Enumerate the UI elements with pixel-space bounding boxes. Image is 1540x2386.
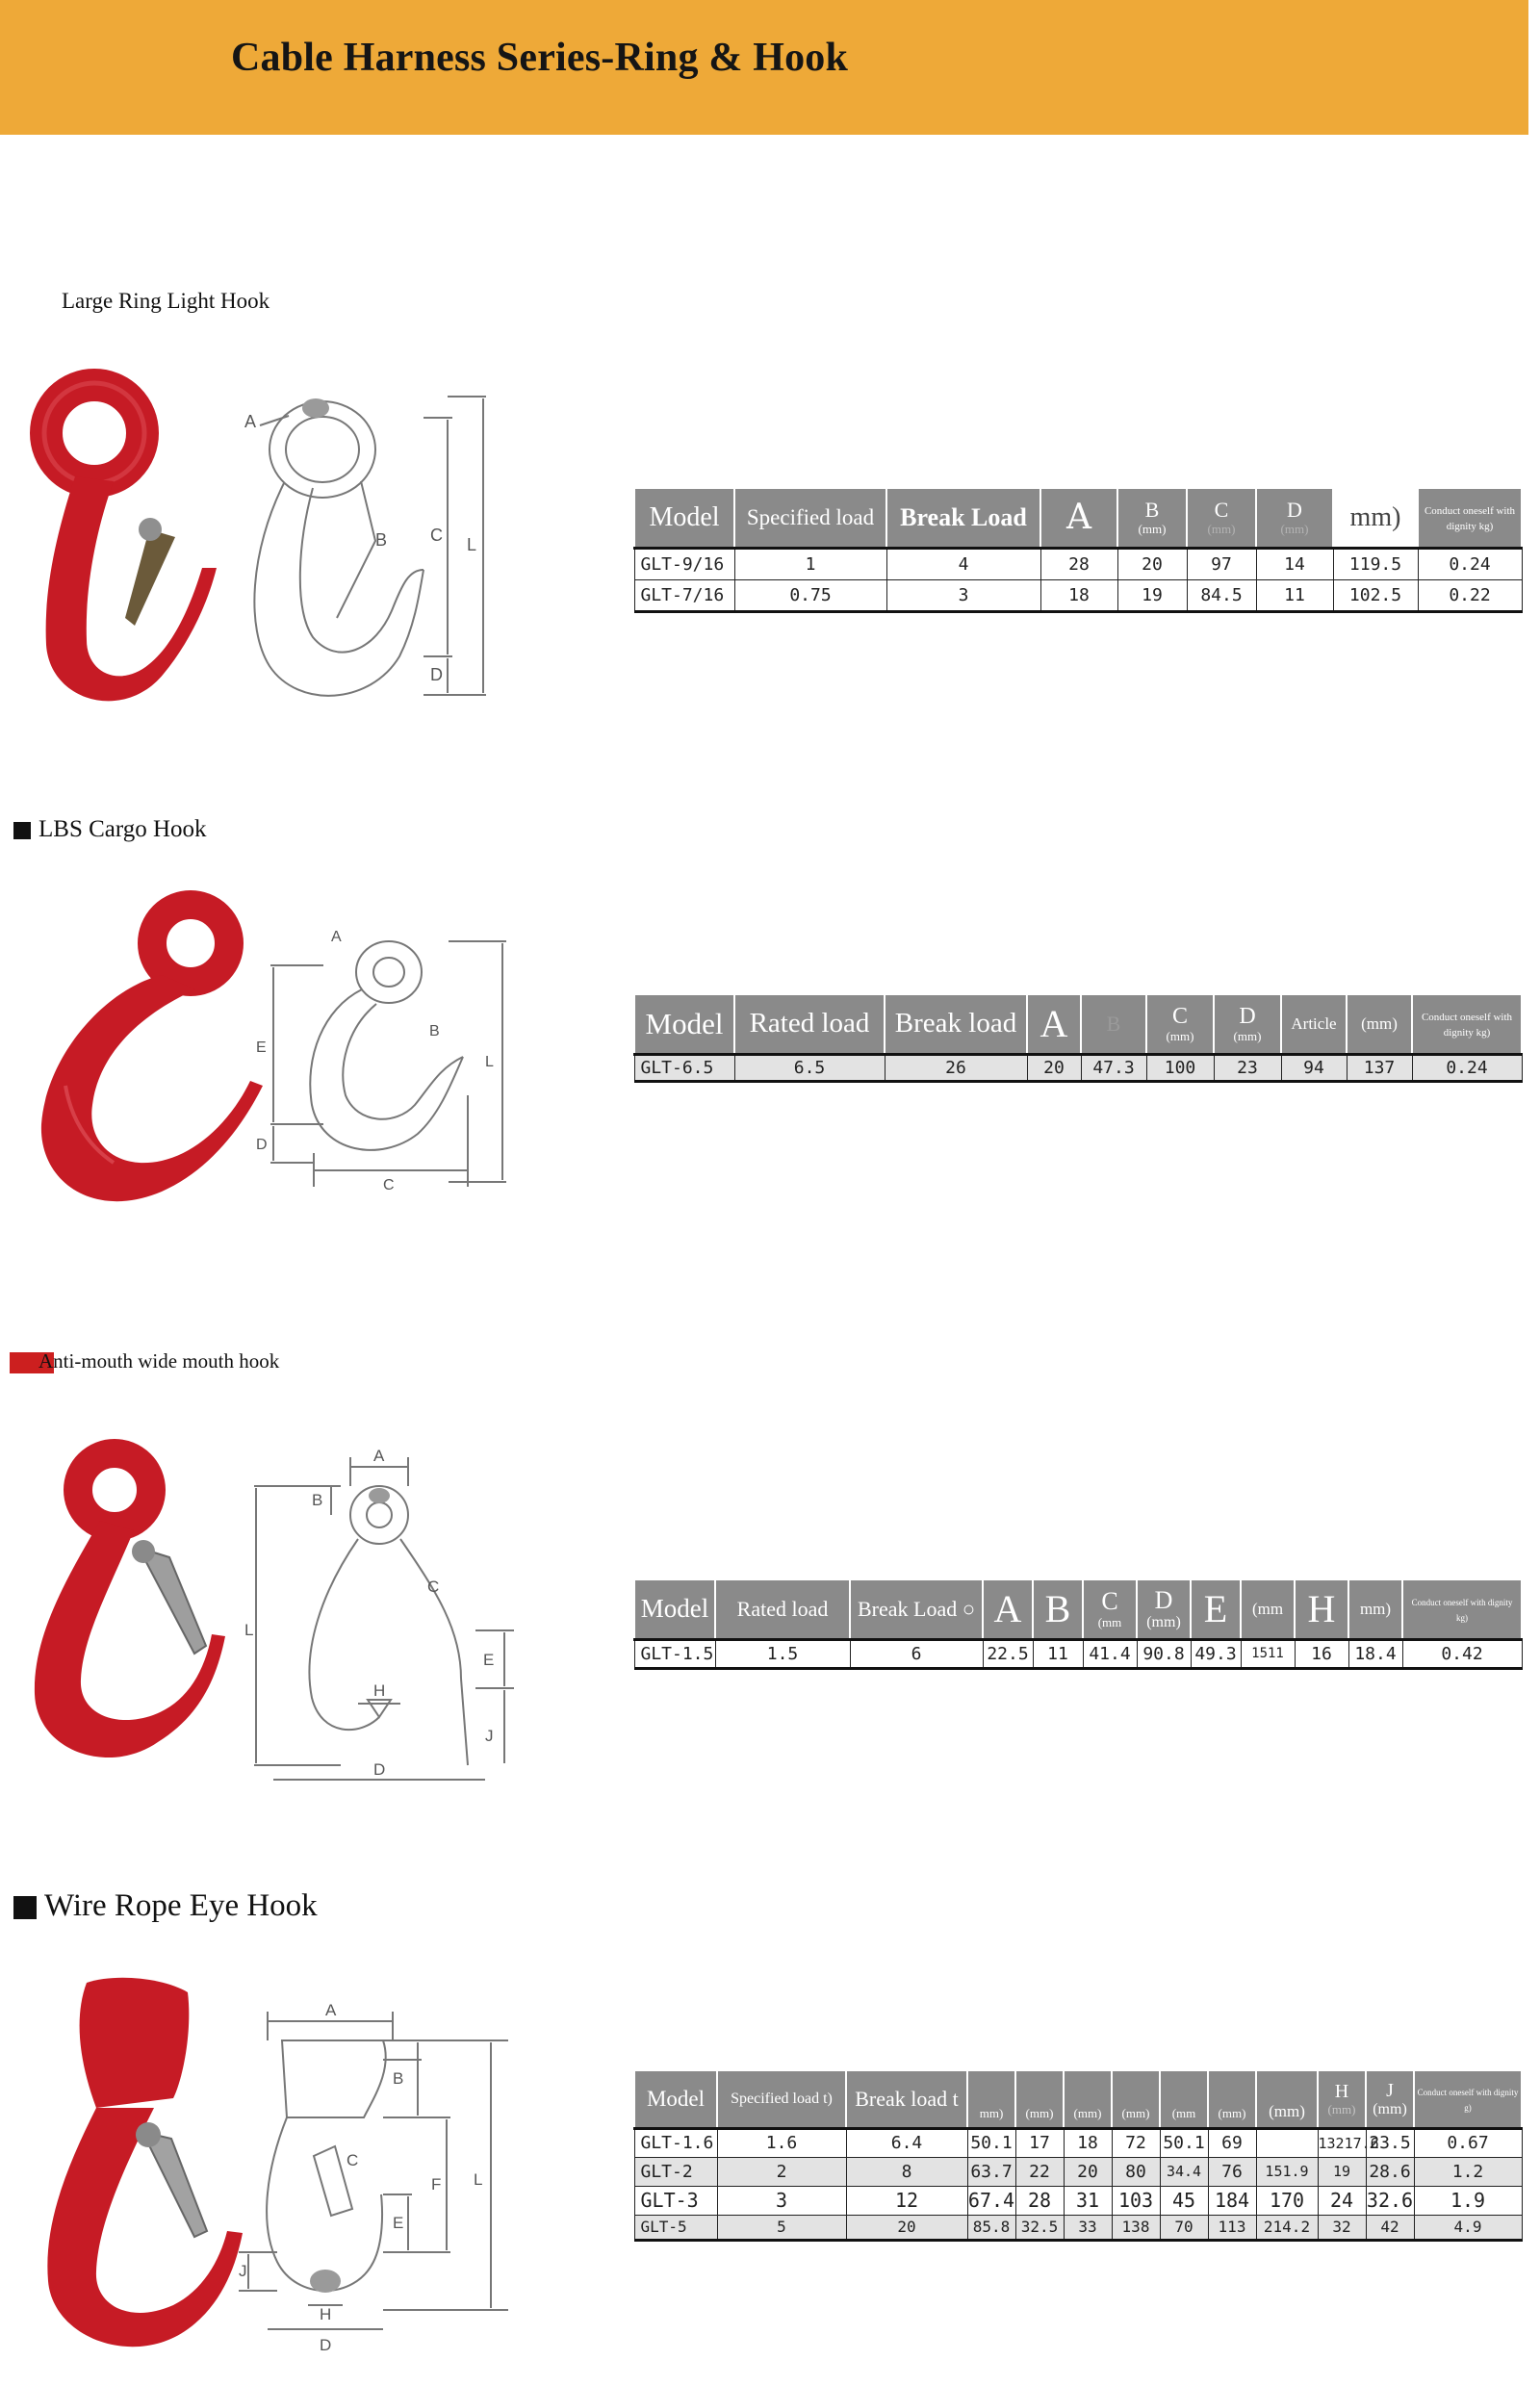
table-cell: GLT-5: [634, 2215, 717, 2240]
table-row: [634, 548, 1522, 579]
dim-label: L: [244, 1621, 254, 1639]
table-cell: GLT-6.5: [634, 1054, 734, 1081]
hook-photo-anti-mouth: [23, 1444, 254, 1771]
table-cell: 33: [1064, 2215, 1112, 2240]
table-cell: 0.22: [1418, 579, 1522, 611]
square-bullet-icon: [13, 1896, 37, 1919]
table-cell: 138: [1112, 2215, 1160, 2240]
col-header: Break Load: [886, 488, 1040, 548]
col-header: Conduct oneself with dignity kg): [1412, 994, 1522, 1054]
table-cell: 50.1: [1160, 2128, 1208, 2157]
table-cell: 20: [1117, 548, 1187, 579]
table-cell: 20: [1027, 1054, 1081, 1081]
col-header: Conduct oneself with dignity kg): [1402, 1579, 1522, 1639]
page-title: Cable Harness Series-Ring & Hook: [231, 36, 849, 80]
col-header: mm): [967, 2070, 1015, 2128]
table-cell: 4.9: [1414, 2215, 1522, 2240]
table-cell: 6.5: [734, 1054, 885, 1081]
section-title-lbs-cargo-hook: [13, 816, 207, 843]
col-header: Conduct oneself with dignity g): [1414, 2070, 1522, 2128]
table-cell: 2: [717, 2157, 846, 2186]
table-cell: 28.6: [1366, 2157, 1414, 2186]
table-cell: GLT-2: [634, 2157, 717, 2186]
dim-label: L: [485, 1054, 494, 1070]
table-cell: 63.7: [967, 2157, 1015, 2186]
table-cell: 11: [1256, 579, 1333, 611]
col-header: D (mm): [1256, 488, 1333, 548]
table-cell: 97: [1187, 548, 1256, 579]
hook-drawing-large-ring: [231, 377, 500, 724]
col-header: Model: [634, 1579, 715, 1639]
col-header: Break Load ○: [850, 1579, 983, 1639]
dim-label: L: [474, 2170, 483, 2189]
section-title-wire-rope-eye-hook: [13, 1888, 318, 1924]
table-cell: GLT-1.5: [634, 1639, 715, 1668]
dim-label: A: [325, 2001, 337, 2019]
dim-label: E: [483, 1651, 495, 1669]
table-cell: 49.3: [1191, 1639, 1241, 1668]
col-header: Rated load: [734, 994, 885, 1054]
hook-drawing-anti-mouth: [244, 1448, 514, 1794]
table-cell: GLT-3: [634, 2186, 717, 2215]
table-cell: 102.5: [1333, 579, 1418, 611]
table-cell: 1: [734, 548, 886, 579]
section-title-text: Large Ring Light Hook: [62, 289, 270, 313]
table-cell: 41.4: [1083, 1639, 1137, 1668]
table-row: [634, 2128, 1522, 2157]
table-cell: 24: [1318, 2186, 1366, 2215]
table-cell: 100: [1146, 1054, 1214, 1081]
table-cell: 20: [1064, 2157, 1112, 2186]
table-cell: 72: [1112, 2128, 1160, 2157]
section-title-large-ring-light-hook: [62, 289, 270, 314]
spec-table-large-ring-light-hook: [633, 487, 1523, 613]
col-header: (mm): [1208, 2070, 1256, 2128]
section-title-text: Anti-mouth wide mouth hook: [38, 1349, 280, 1373]
table-cell: 0.24: [1412, 1054, 1522, 1081]
dim-label: B: [393, 2069, 404, 2088]
table-cell: 28: [1040, 548, 1117, 579]
dim-label: A: [244, 412, 257, 431]
table-cell: 94: [1281, 1054, 1347, 1081]
table-cell: 3: [886, 579, 1040, 611]
table-cell: 26: [885, 1054, 1027, 1081]
col-header: Break load t: [846, 2070, 967, 2128]
dim-label: B: [312, 1491, 323, 1509]
hook-drawing-lbs-cargo: [246, 922, 506, 1192]
dim-label: D: [256, 1137, 268, 1153]
table-cell: 5: [717, 2215, 846, 2240]
dim-label: H: [320, 2305, 332, 2323]
col-header: Rated load: [715, 1579, 850, 1639]
col-header: (mm): [1347, 994, 1412, 1054]
table-cell: 20: [846, 2215, 967, 2240]
table-cell: [1256, 2128, 1318, 2157]
col-header: mm): [1348, 1579, 1402, 1639]
table-cell: 17: [1015, 2128, 1064, 2157]
col-header: D (mm): [1214, 994, 1281, 1054]
table-cell: 42: [1366, 2215, 1414, 2240]
table-cell: 119.5: [1333, 548, 1418, 579]
dim-label: C: [427, 1578, 440, 1596]
table-cell: 22: [1015, 2157, 1064, 2186]
table-cell: 0.24: [1418, 548, 1522, 579]
table-cell: 19: [1117, 579, 1187, 611]
square-bullet-icon: [13, 822, 31, 839]
table-cell: 4: [886, 548, 1040, 579]
table-cell: 84.5: [1187, 579, 1256, 611]
table-cell: 1511: [1241, 1639, 1295, 1668]
table-cell: 14: [1256, 548, 1333, 579]
col-header: (mm: [1160, 2070, 1208, 2128]
table-cell: 47.3: [1081, 1054, 1146, 1081]
dim-label: C: [346, 2151, 359, 2169]
col-header: A: [1040, 488, 1117, 548]
table-row: [634, 1639, 1522, 1668]
table-cell: 16: [1295, 1639, 1348, 1668]
table-cell: 1.5: [715, 1639, 850, 1668]
col-header: E: [1191, 1579, 1241, 1639]
table-cell: 85.8: [967, 2215, 1015, 2240]
dim-label: D: [430, 665, 443, 684]
col-header: (mm): [1015, 2070, 1064, 2128]
table-cell: 0.75: [734, 579, 886, 611]
table-cell: 34.4: [1160, 2157, 1208, 2186]
table-cell: 13217.6: [1318, 2128, 1366, 2157]
col-header: Break load: [885, 994, 1027, 1054]
col-header: Specified load: [734, 488, 886, 548]
table-cell: 1.6: [717, 2128, 846, 2157]
col-header: B: [1033, 1579, 1083, 1639]
spec-table-anti-mouth-hook: [633, 1578, 1523, 1670]
col-header: mm): [1333, 488, 1418, 548]
table-cell: GLT-1.6: [634, 2128, 717, 2157]
table-cell: 151.9: [1256, 2157, 1318, 2186]
table-cell: 90.8: [1137, 1639, 1191, 1668]
table-cell: 137: [1347, 1054, 1412, 1081]
table-cell: GLT-7/16: [634, 579, 734, 611]
col-header: D (mm): [1137, 1579, 1191, 1639]
table-cell: 23: [1214, 1054, 1281, 1081]
section-title-anti-mouth-hook: [10, 1349, 279, 1373]
col-header: Specified load t): [717, 2070, 846, 2128]
col-header: B (mm): [1117, 488, 1187, 548]
table-cell: 18: [1064, 2128, 1112, 2157]
col-header: H (mm): [1318, 2070, 1366, 2128]
col-header: C (mm: [1083, 1579, 1137, 1639]
dim-label: C: [430, 526, 443, 545]
table-cell: 67.4: [967, 2186, 1015, 2215]
table-cell: 22.5: [983, 1639, 1033, 1668]
table-cell: 45: [1160, 2186, 1208, 2215]
col-header: C (mm): [1146, 994, 1214, 1054]
dim-label: B: [375, 530, 388, 550]
col-header: H: [1295, 1579, 1348, 1639]
table-cell: 103: [1112, 2186, 1160, 2215]
col-header: Article: [1281, 994, 1347, 1054]
col-header: Conduct oneself with dignity kg): [1418, 488, 1522, 548]
table-cell: 76: [1208, 2157, 1256, 2186]
col-header: A: [1027, 994, 1081, 1054]
table-row: [634, 579, 1522, 611]
hook-photo-lbs-cargo: [27, 893, 277, 1220]
col-header: C (mm): [1187, 488, 1256, 548]
dim-label: D: [320, 2336, 332, 2354]
col-header: J (mm): [1366, 2070, 1414, 2128]
table-row: [634, 2215, 1522, 2240]
table-cell: 69: [1208, 2128, 1256, 2157]
table-cell: 1.9: [1414, 2186, 1522, 2215]
section-title-text: LBS Cargo Hook: [38, 816, 207, 842]
table-cell: 11: [1033, 1639, 1083, 1668]
dim-label: L: [467, 535, 477, 554]
table-cell: 1.2: [1414, 2157, 1522, 2186]
table-cell: 23.5: [1366, 2128, 1414, 2157]
table-row: [634, 1054, 1522, 1081]
table-cell: 12: [846, 2186, 967, 2215]
hook-photo-wire-rope-eye: [29, 1973, 260, 2368]
table-cell: 80: [1112, 2157, 1160, 2186]
table-cell: 32.6: [1366, 2186, 1414, 2215]
table-cell: 6: [850, 1639, 983, 1668]
col-header: (mm): [1256, 2070, 1318, 2128]
dim-label: J: [239, 2262, 247, 2280]
table-cell: 32.5: [1015, 2215, 1064, 2240]
table-cell: 28: [1015, 2186, 1064, 2215]
table-cell: 8: [846, 2157, 967, 2186]
table-cell: 31: [1064, 2186, 1112, 2215]
table-cell: 18.4: [1348, 1639, 1402, 1668]
table-cell: 0.42: [1402, 1639, 1522, 1668]
table-cell: 18: [1040, 579, 1117, 611]
col-header: (mm: [1241, 1579, 1295, 1639]
table-cell: 6.4: [846, 2128, 967, 2157]
spec-table-wire-rope-eye-hook: [633, 2069, 1523, 2242]
table-row: [634, 2157, 1522, 2186]
dim-label: E: [393, 2214, 404, 2232]
dim-label: A: [331, 929, 342, 945]
section-title-text: Wire Rope Eye Hook: [44, 1888, 318, 1923]
col-header: (mm): [1064, 2070, 1112, 2128]
dim-label: C: [383, 1177, 395, 1193]
dim-label: H: [373, 1681, 386, 1700]
table-cell: 214.2: [1256, 2215, 1318, 2240]
dim-label: J: [485, 1727, 494, 1745]
table-row: [634, 2186, 1522, 2215]
table-cell: 50.1: [967, 2128, 1015, 2157]
col-header: A: [983, 1579, 1033, 1639]
dim-label: F: [431, 2175, 442, 2194]
table-cell: 184: [1208, 2186, 1256, 2215]
table-cell: 0.67: [1414, 2128, 1522, 2157]
table-cell: 19: [1318, 2157, 1366, 2186]
hook-drawing-wire-rope-eye: [239, 2002, 499, 2358]
col-header: Model: [634, 994, 734, 1054]
col-header: Model: [634, 2070, 717, 2128]
col-header: (mm): [1112, 2070, 1160, 2128]
dim-label: D: [373, 1760, 386, 1779]
table-cell: GLT-9/16: [634, 548, 734, 579]
dim-label: B: [429, 1023, 440, 1039]
spec-table-lbs-cargo-hook: [633, 993, 1523, 1083]
col-header: Model: [634, 488, 734, 548]
table-cell: 170: [1256, 2186, 1318, 2215]
table-cell: 32: [1318, 2215, 1366, 2240]
table-cell: 3: [717, 2186, 846, 2215]
title-banner: [0, 0, 1528, 135]
hook-photo-large-ring: [19, 366, 241, 731]
table-cell: 70: [1160, 2215, 1208, 2240]
table-cell: 113: [1208, 2215, 1256, 2240]
dim-label: E: [256, 1039, 267, 1056]
col-header: B: [1081, 994, 1146, 1054]
dim-label: A: [373, 1447, 385, 1465]
